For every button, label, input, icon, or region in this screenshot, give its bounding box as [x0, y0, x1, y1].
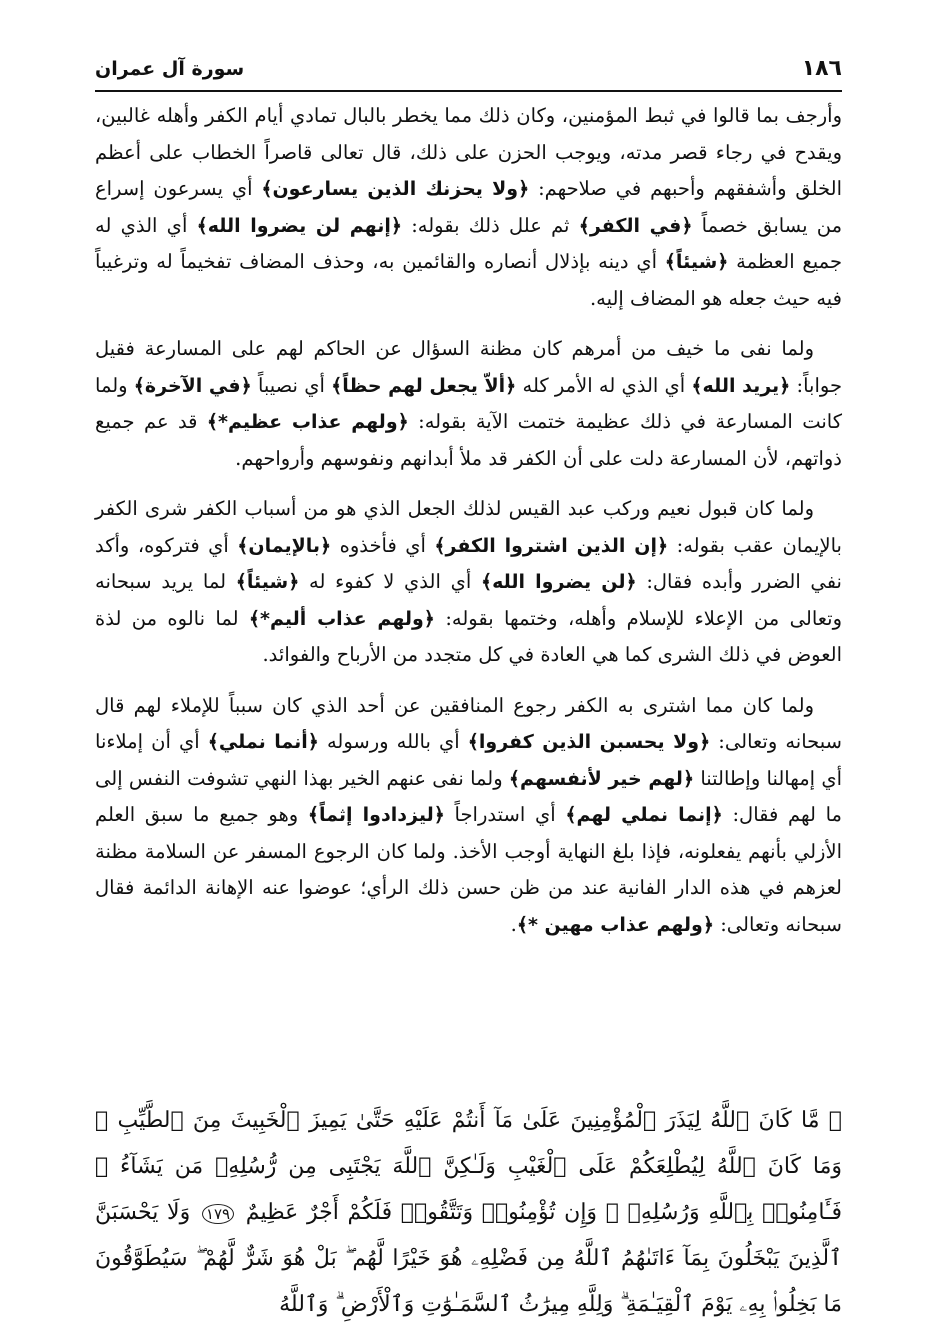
- quran-quote: ﴿ولا يحسبن الذين كفروا﴾: [467, 731, 711, 753]
- text-run: قد عم جميع ذواتهم، لأن المسارعة دلت على أن الكفر قد ملأ أبدانهم ونفوسهم وأرواحهم.: [95, 410, 842, 470]
- text-run: أي نصيباً: [251, 373, 332, 397]
- verse-text: ﴿ مَّا كَانَ ٱللَّهُ لِيَذَرَ ٱلْمُؤْمِنِينَ عَلَىٰ مَآ أَنتُمْ عَلَيْهِ حَتَّىٰ يَمِيزَ ٱلْخَبِيثَ مِنَ ٱلطَّيِّبِ ۗ وَمَا كَانَ ٱللَّهُ لِيُطْلِعَكُمْ عَلَى ٱلْغَيْبِ وَلَـٰكِنَّ ٱللَّهَ يَجْتَبِى مِن رُّسُلِهِۦ مَن يَشَآءُ ۖ فَـَٔامِنُوا۟ بِٱللَّهِ وَرُسُلِهِۦ ۚ وَإِن تُؤْمِنُوا۟ وَتَتَّقُوا۟ فَلَكُمْ أَجْرٌ عَظِيمٌ: [95, 1108, 842, 1225]
- quran-quote: ﴿إنهم لن يضروا الله﴾: [196, 214, 402, 237]
- quran-quote: ﴿في الآخرة﴾: [133, 374, 252, 397]
- text-run: وهو جميع ما سبق العلم الأزلي بأنهم يفعلونه، فإذا بلغ النهاية أوجب الأخذ. ولما كان الرجوع المسفر عن السلامة مظنة لعزهم في هذه الدار الفانية عند من ظن حسن ذلك الرأي؛ عوضوا عنه الإهانة الدائمة فقال سبحانه وتعالى:: [95, 803, 842, 936]
- quran-quote: ﴿شيئاً﴾: [235, 571, 300, 593]
- paragraph: [95, 688, 842, 944]
- quran-quote: ﴿يريد الله﴾: [691, 374, 791, 397]
- text-run: ولما كان مما اشترى به الكفر رجوع المنافقين عن أحد الذي كان سبباً للإملاء لهم قال سبحانه وتعالى:: [95, 693, 842, 753]
- text-run: لما يريد سبحانه وتعالى من الإعلاء للإسلام وأهله، وختمها بقوله:: [95, 570, 843, 630]
- text-run: .: [510, 912, 517, 936]
- page-number: ١٨٦: [801, 56, 842, 81]
- text-run: وأرجف بما قالوا في ثبط المؤمنين، وكان ذلك مما يخطر بالبال تمادي أيام الكفر وأهله غالبين، ويقدح في رجاء قصر مدته، ويوجب الحزن على ذلك، قال تعالى قاصراً الخطاب على أعظم الخلق وأشفقهم وأحبهم في صلاحهم:: [95, 104, 842, 200]
- text-run: ولما كان قبول نعيم وركب عبد القيس لذلك الجعل الذي هو من أسباب الكفر شرى الكفر بالإيمان عقب بقوله:: [95, 497, 842, 557]
- verse-text: وَلَا يَحْسَبَنَّ ٱلَّذِينَ يَبْخَلُونَ بِمَآ ءَاتَىٰهُمُ ٱللَّهُ مِن فَضْلِهِۦ هُوَ خَيْرًا لَّهُم ۖ بَلْ هُوَ شَرٌّ لَّهُمْ ۖ سَيُطَوَّقُونَ مَا بَخِلُوا۟ بِهِۦ يَوْمَ ٱلْقِيَـٰمَةِ ۗ وَلِلَّهِ مِيرَٰثُ ٱلسَّمَـٰوَٰتِ وَٱلْأَرْضِ ۗ وَٱللَّهُ: [95, 1200, 842, 1317]
- quran-quote: ﴿شيئاً﴾: [664, 251, 729, 273]
- text-run: ثم علل ذلك بقوله:: [401, 213, 579, 237]
- text-run: أي دينه بإذلال أنصاره والقائمين به، وحذف المضاف تفخيماً له وترغيباً فيه حيث جعله هو المضاف إليه.: [95, 250, 842, 310]
- paragraph: [95, 98, 842, 317]
- text-run: أي الذي له الأمر كله: [516, 373, 692, 397]
- text-run: أي فأخذوه: [331, 533, 435, 557]
- quran-quote: ﴿ولهم عذاب عظيم*﴾: [206, 411, 409, 433]
- quran-quote: ﴿في الكفر﴾: [578, 214, 693, 237]
- quran-quote: ﴿أنما نملي﴾: [207, 731, 319, 753]
- quran-quote: ﴿لهم خير لأنفسهم﴾: [508, 767, 695, 790]
- text-run: أي الذي له جميع العظمة: [95, 213, 842, 273]
- text-run: ولما نفى عنهم الخير بهذا النهي تشوفت النفس إلى ما لهم فقال:: [95, 766, 842, 826]
- text-run: أي يسرعون إسراع من يسابق خصماً: [95, 177, 843, 237]
- commentary-body: [95, 98, 842, 957]
- text-run: أي استدراجاً: [444, 803, 566, 826]
- surah-title: سورة آل عمران: [95, 58, 245, 80]
- quran-quote: ﴿إنما نملي لهم﴾: [565, 804, 723, 826]
- quran-quote: ﴿إن الذين اشتروا الكفر﴾: [434, 534, 669, 557]
- paragraph: [95, 331, 842, 477]
- quran-quote: ﴿ولا يحزنك الذين يسارعون﴾: [261, 178, 530, 200]
- quran-quote: ﴿ليزدادوا إثماً﴾: [307, 804, 445, 826]
- page-header: [95, 56, 842, 92]
- ayah-number-marker: ١٧٩: [202, 1204, 234, 1224]
- quran-quote: ﴿بالإيمان﴾: [237, 534, 332, 557]
- text-run: أي فتركوه، وأكد نفي الضرر وأبده فقال:: [95, 533, 842, 593]
- text-run: أي بالله ورسوله: [318, 730, 468, 753]
- quran-quote: ﴿لن يضروا الله﴾: [480, 571, 637, 593]
- quran-quote: ﴿ألاّ يجعل لهم حظاً﴾: [331, 374, 517, 397]
- paragraph: [95, 491, 842, 674]
- quran-verses: [95, 1098, 842, 1328]
- text-run: أي الذي لا كفوء له: [299, 570, 481, 593]
- quran-quote: ﴿ولهم عذاب أليم*﴾: [248, 607, 435, 630]
- text-run: أي أن إملاءنا أي إمهالنا وإطالتنا: [95, 730, 842, 790]
- quran-quote: ﴿ولهم عذاب مهين *﴾: [516, 913, 714, 936]
- text-run: لما نالوه من لذة العوض في ذلك الشرى كما هي العادة في كل متجدد من الأرباح والفوائد.: [95, 606, 842, 666]
- text-run: ولما نفى ما خيف من أمرهم كان مظنة السؤال عن الحاكم لهم على المسارعة فقيل جواباً:: [95, 337, 843, 397]
- text-run: ولما كانت المسارعة في ذلك عظيمة ختمت الآية بقوله:: [95, 373, 843, 433]
